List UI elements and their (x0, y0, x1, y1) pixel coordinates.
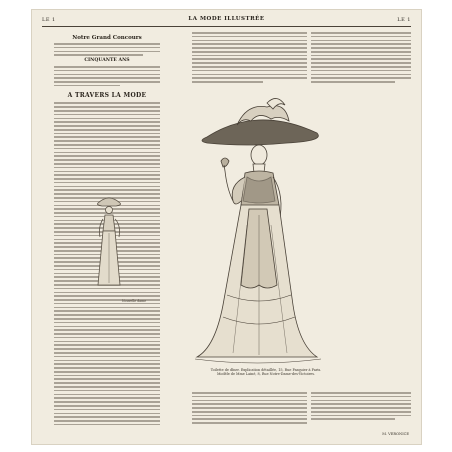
right-column-text (311, 32, 411, 87)
article-title-mode: A TRAVERS LA MODE (67, 92, 147, 100)
middle-column-text (192, 32, 307, 87)
article-subtitle: CINQUANTE ANS (84, 57, 130, 63)
illustration-caption: Toilette de dîner. Explication détaillée, 15, Rue Pasquier à Paris. Modèle de Mme Lainé, 8, Rue Notre-Dame-des-Victoires. (210, 368, 322, 377)
text-block (54, 43, 160, 56)
author-signature: M. VERONICE (382, 432, 409, 436)
header-rule (42, 26, 411, 27)
bottom-middle-text (192, 378, 307, 434)
magazine-title: LA MODE ILLUSTRÉE (188, 16, 265, 22)
bottom-right-text (311, 378, 411, 434)
page-number-left: LE 1 (42, 17, 56, 23)
article-title-concours: Notre Grand Concours (72, 35, 142, 41)
fashion-illustration (167, 85, 347, 370)
magazine-page (32, 10, 421, 444)
sketch-caption: Nouvelle dame (121, 299, 147, 303)
text-block (54, 66, 160, 87)
small-costume-sketch (86, 193, 132, 293)
page-number-right: LE 1 (397, 17, 411, 23)
